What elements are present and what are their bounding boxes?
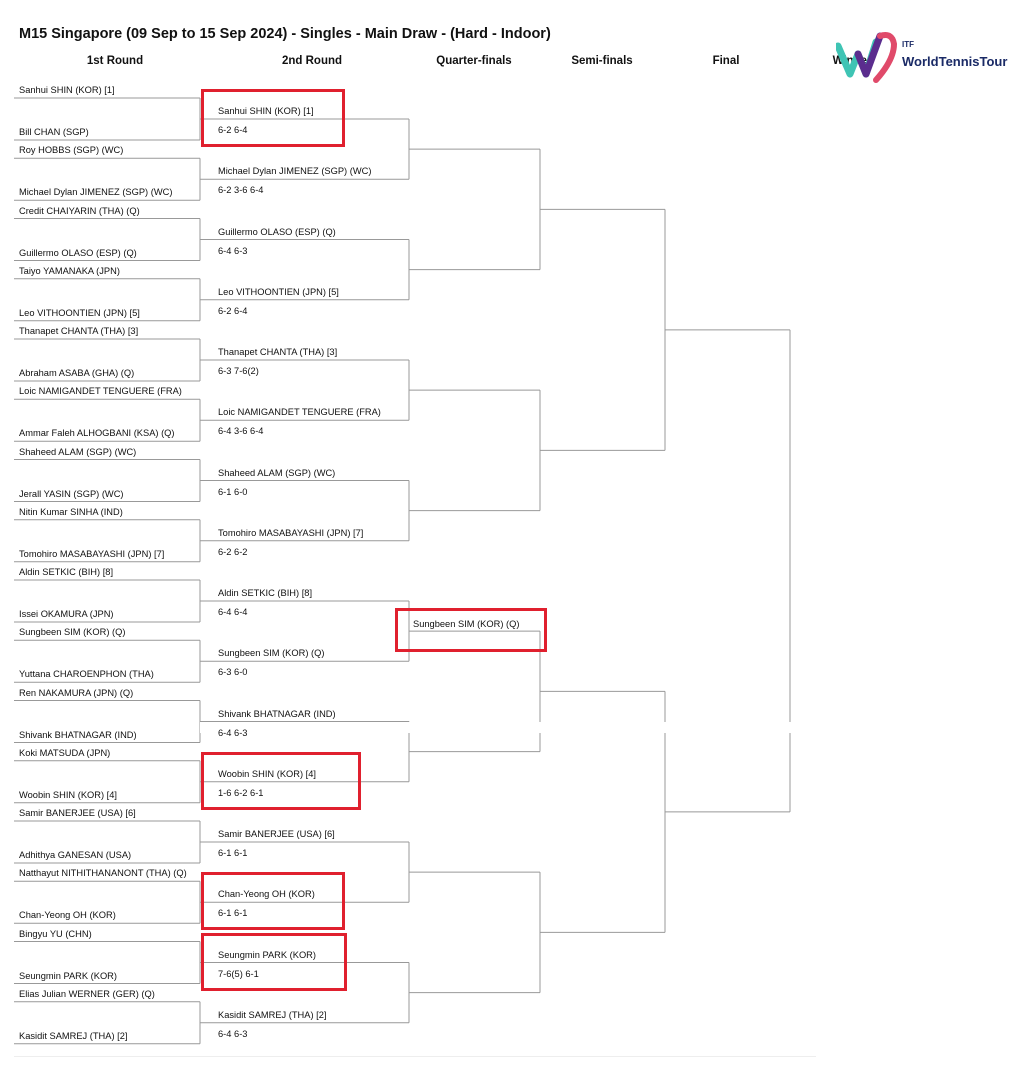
second-round-winner: Sanhui SHIN (KOR) [1]	[218, 106, 314, 116]
first-round-player: Ammar Faleh ALHOGBANI (KSA) (Q)	[19, 428, 175, 439]
first-round-player: Leo VITHOONTIEN (JPN) [5]	[19, 307, 140, 318]
round-header-1: 2nd Round	[281, 55, 343, 67]
first-round-player: Natthayut NITHITHANANONT (THA) (Q)	[19, 868, 187, 879]
round-header-4: Final	[712, 55, 740, 67]
first-round-player: Bill CHAN (SGP)	[19, 127, 89, 137]
second-round-score: 6-4 3-6 6-4	[218, 426, 264, 437]
second-round-winner: Thanapet CHANTA (THA) [3]	[218, 347, 338, 357]
first-round-player: Loic NAMIGANDET TENGUERE (FRA)	[19, 386, 182, 397]
first-round-player: Tomohiro MASABAYASHI (JPN) [7]	[19, 548, 165, 559]
second-round-score: 6-1 6-1	[218, 908, 248, 919]
first-round-player: Samir BANERJEE (USA) [6]	[19, 808, 136, 818]
second-round-winner: Samir BANERJEE (USA) [6]	[218, 829, 335, 839]
first-round-player: Jerall YASIN (SGP) (WC)	[19, 488, 124, 499]
first-round-player: Elias Julian WERNER (GER) (Q)	[19, 988, 155, 999]
first-round-player: Guillermo OLASO (ESP) (Q)	[19, 247, 137, 258]
first-round-player: Adhithya GANESAN (USA)	[19, 850, 132, 860]
highlight-box	[395, 608, 547, 652]
round-header-5: Winner	[832, 55, 872, 67]
second-round-winner: Guillermo OLASO (ESP) (Q)	[218, 226, 336, 237]
first-round-player: Kasidit SAMREJ (THA) [2]	[19, 1030, 128, 1041]
second-round-winner: Michael Dylan JIMENEZ (SGP) (WC)	[218, 166, 372, 177]
bracket-gap	[200, 722, 800, 733]
second-round-winner: Shivank BHATNAGAR (IND)	[218, 708, 336, 719]
first-round-player: Ren NAKAMURA (JPN) (Q)	[19, 687, 134, 698]
second-round-score: 6-2 3-6 6-4	[218, 185, 264, 196]
round-header-0: 1st Round	[86, 55, 144, 67]
second-round-winner: Loic NAMIGANDET TENGUERE (FRA)	[218, 407, 381, 418]
first-round-player: Bingyu YU (CHN)	[19, 928, 92, 939]
first-round-player: Issei OKAMURA (JPN)	[19, 609, 114, 619]
page-title: M15 Singapore (09 Sep to 15 Sep 2024) - Singles - Main Draw - (Hard - Indoor)	[19, 26, 551, 42]
highlight-box	[201, 752, 361, 810]
second-round-score: 1-6 6-2 6-1	[218, 787, 264, 798]
first-round-player: Taiyo YAMANAKA (JPN)	[19, 265, 120, 276]
second-round-winner: Chan-Yeong OH (KOR)	[218, 889, 315, 900]
footer-divider	[14, 1056, 816, 1057]
first-round-player: Credit CHAIYARIN (THA) (Q)	[19, 205, 140, 216]
first-round-player: Seungmin PARK (KOR)	[19, 970, 117, 981]
second-round-winner: Aldin SETKIC (BIH) [8]	[218, 588, 313, 598]
round-header-3: Semi-finals	[571, 55, 633, 67]
first-round-player: Sanhui SHIN (KOR) [1]	[19, 85, 115, 95]
first-round-player: Koki MATSUDA (JPN)	[19, 747, 111, 758]
logo-wordmark: WorldTennisTour	[902, 54, 1008, 69]
second-round-winner: Tomohiro MASABAYASHI (JPN) [7]	[218, 527, 364, 538]
second-round-score: 6-4 6-3	[218, 1028, 248, 1039]
first-round-player: Thanapet CHANTA (THA) [3]	[19, 326, 139, 336]
second-round-score: 6-1 6-0	[218, 486, 248, 497]
second-round-winner: Seungmin PARK (KOR)	[218, 949, 316, 960]
second-round-winner: Kasidit SAMREJ (THA) [2]	[218, 1009, 327, 1020]
highlight-box	[201, 89, 345, 147]
round-header-2: Quarter-finals	[436, 55, 512, 67]
second-round-score: 6-2 6-4	[218, 305, 248, 316]
first-round-player: Abraham ASABA (GHA) (Q)	[19, 368, 135, 378]
first-round-player: Woobin SHIN (KOR) [4]	[19, 789, 117, 800]
first-round-player: Shivank BHATNAGAR (IND)	[19, 729, 137, 740]
first-round-player: Chan-Yeong OH (KOR)	[19, 910, 116, 921]
second-round-score: 7-6(5) 6-1	[218, 968, 259, 979]
first-round-player: Roy HOBBS (SGP) (WC)	[19, 145, 124, 156]
second-round-winner: Woobin SHIN (KOR) [4]	[218, 768, 316, 779]
second-round-score: 6-3 7-6(2)	[218, 366, 259, 376]
second-round-score: 6-3 6-0	[218, 667, 248, 678]
logo-itf-text: ITF	[902, 40, 914, 49]
second-round-winner: Leo VITHOONTIEN (JPN) [5]	[218, 286, 339, 297]
first-round-player: Shaheed ALAM (SGP) (WC)	[19, 446, 137, 457]
second-round-winner: Sungbeen SIM (KOR) (Q)	[218, 648, 325, 659]
first-round-player: Nitin Kumar SINHA (IND)	[19, 506, 123, 517]
first-round-player: Yuttana CHAROENPHON (THA)	[19, 669, 154, 680]
second-round-score: 6-4 6-3	[218, 727, 248, 738]
second-round-score: 6-2 6-4	[218, 125, 248, 135]
second-round-score: 6-4 6-4	[218, 607, 248, 617]
quarter-final-winner: Sungbeen SIM (KOR) (Q)	[413, 619, 520, 630]
second-round-winner: Shaheed ALAM (SGP) (WC)	[218, 467, 336, 478]
second-round-score: 6-2 6-2	[218, 546, 248, 557]
first-round-player: Sungbeen SIM (KOR) (Q)	[19, 627, 126, 638]
second-round-score: 6-1 6-1	[218, 848, 248, 858]
second-round-score: 6-4 6-3	[218, 245, 248, 256]
first-round-player: Michael Dylan JIMENEZ (SGP) (WC)	[19, 187, 173, 198]
first-round-player: Aldin SETKIC (BIH) [8]	[19, 567, 114, 577]
highlight-box	[201, 872, 345, 930]
highlight-box	[201, 933, 347, 991]
